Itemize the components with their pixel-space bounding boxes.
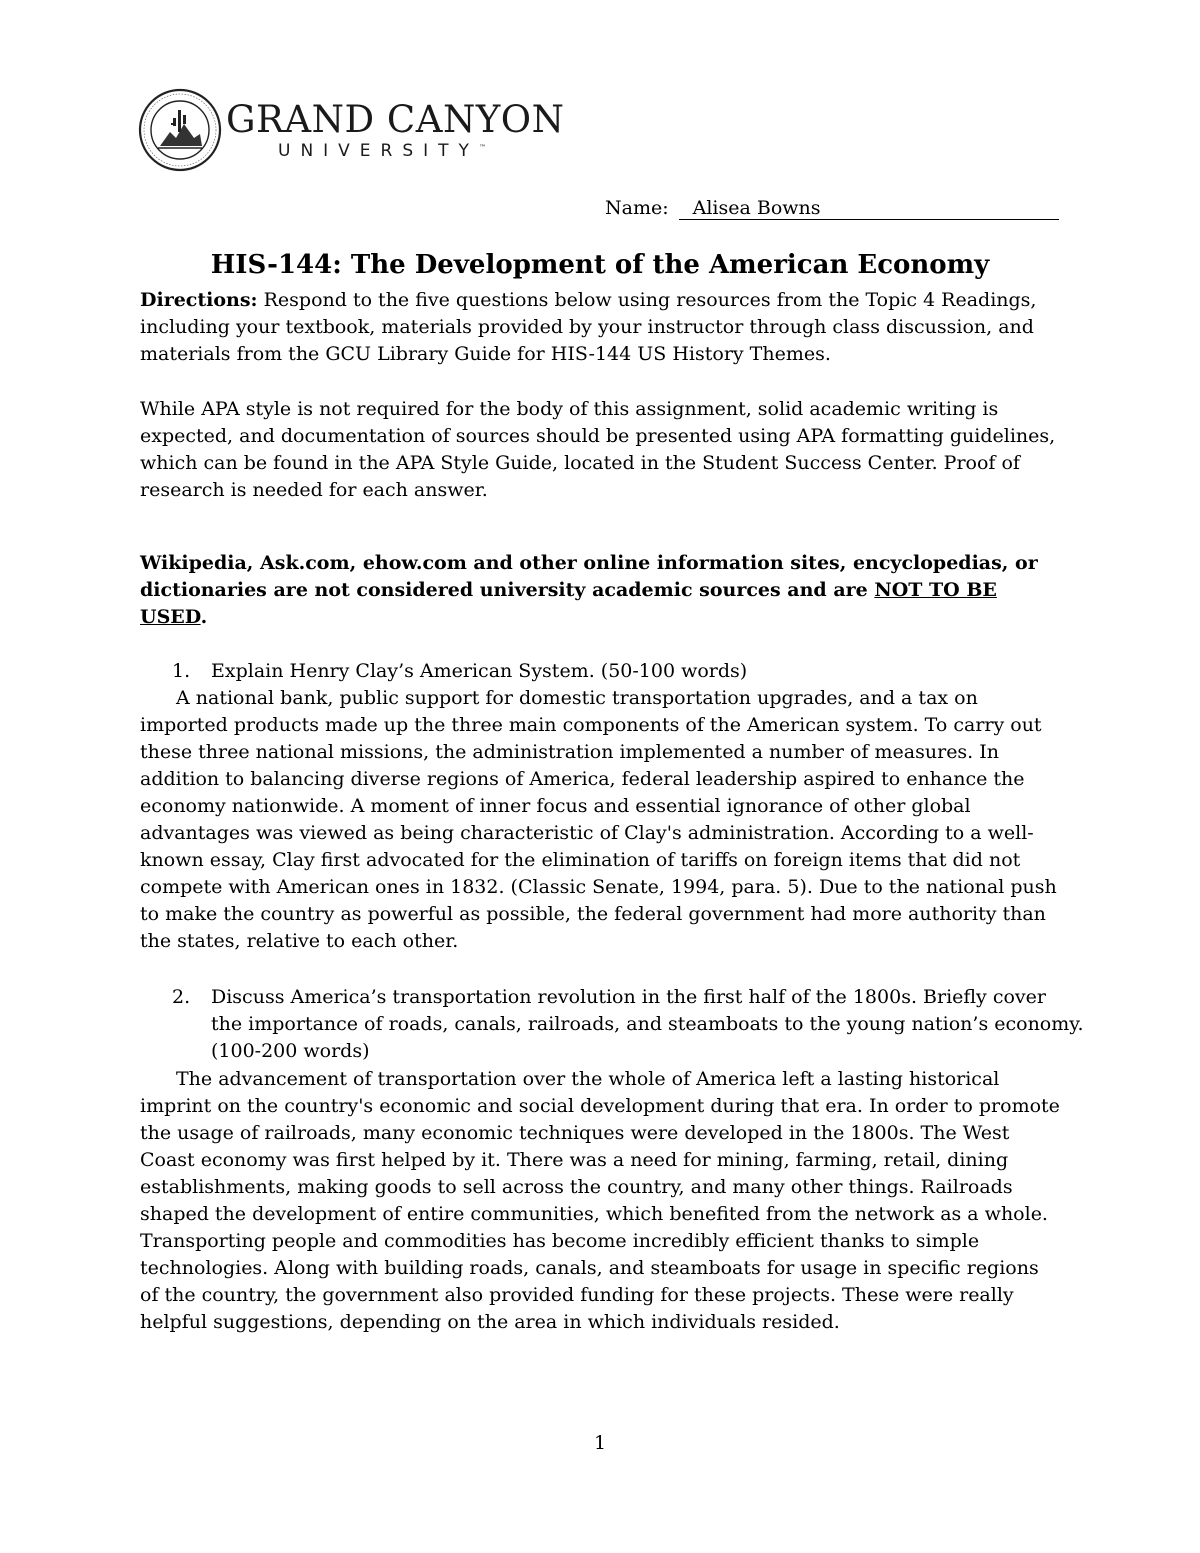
- page-number: 1: [593, 1432, 607, 1454]
- university-logo: [138, 88, 565, 170]
- answer-2-text: The advancement of transportation over the whole of America left a lasting historical imprint on the country's economic and social development during that era. In order to promote the usage of railroads, many economic techniques were developed in the 1800s. The West Coast economy was first helped by it. There was a need for mining, farming, retail, dining establishments, making goods to sell across the country, and many other things. Railroads shaped the development of entire communities, which benefited from the network as a whole. Transporting people and commodities has become incredibly efficient thanks to simple technologies. Along with building roads, canals, and steamboats for usage in specific regions of the country, the government also provided funding for these projects. These were really helpful suggestions, depending on the area in which individuals resided.: [140, 1068, 1060, 1333]
- trademark-symbol: ™: [478, 143, 486, 152]
- source-warning-paragraph: Wikipedia, Ask.com, ehow.com and other online information sites, encyclopedias, or dictionaries are not considered university academic sources and are NOT TO BE USED.: [140, 552, 1038, 628]
- directions-text: Respond to the five questions below using resources from the Topic 4 Readings, including your textbook, materials provided by your instructor through class discussion, and materials from the GCU Library Guide for HIS-144 US History Themes.: [140, 289, 1037, 365]
- question-1-prompt: Explain Henry Clay’s American System. (50-100 words): [211, 660, 748, 682]
- logo-wordmark: GRAND CANYON: [226, 98, 565, 141]
- name-value: Alisea Bowns: [679, 197, 1059, 220]
- question-2-prompt-line-1: Discuss America’s transportation revolution in the first half of the 1800s. Briefly cover: [211, 986, 1046, 1008]
- answer-1-text: A national bank, public support for domestic transportation upgrades, and a tax on imported products made up the three main components of the American system. To carry out these three national missions, the administration implemented a number of measures. In addition to balancing diverse regions of America, federal leadership aspired to enhance the economy nationwide. A moment of inner focus and essential ignorance of other global advantages was viewed as being characteristic of Clay's administration. According to a well-known essay, Clay first advocated for the elimination of tariffs on foreign items that did not compete with American ones in 1832. (Classic Senate, 1994, para. 5). Due to the national push to make the country as powerful as possible, the federal government had more authority than the states, relative to each other.: [140, 687, 1057, 952]
- logo-subtitle: UNIVERSITY™: [278, 141, 486, 161]
- question-2-number: 2.: [172, 986, 191, 1008]
- apa-note-paragraph: While APA style is not required for the body of this assignment, solid academic writing is expected, and documentation of sources should be presented using APA formatting guidelines, which can be found in the APA Style Guide, located in the Student Success Center. Proof of research is needed for each answer.: [140, 398, 1056, 501]
- question-2-prompt-line-3: (100-200 words): [211, 1040, 370, 1062]
- question-1-number: 1.: [172, 660, 191, 682]
- warning-emphasis: NOT TO BE USED: [140, 579, 997, 628]
- directions-paragraph: [140, 287, 1060, 368]
- university-seal-icon: [138, 88, 222, 172]
- name-label: Name:: [605, 197, 669, 219]
- student-name-field: [605, 197, 1059, 220]
- directions-label: Directions:: [140, 289, 258, 311]
- document-title: HIS-144: The Development of the American Economy: [210, 250, 990, 280]
- question-2-prompt-line-2: the importance of roads, canals, railroads, and steamboats to the young nation’s economy.: [211, 1013, 1084, 1035]
